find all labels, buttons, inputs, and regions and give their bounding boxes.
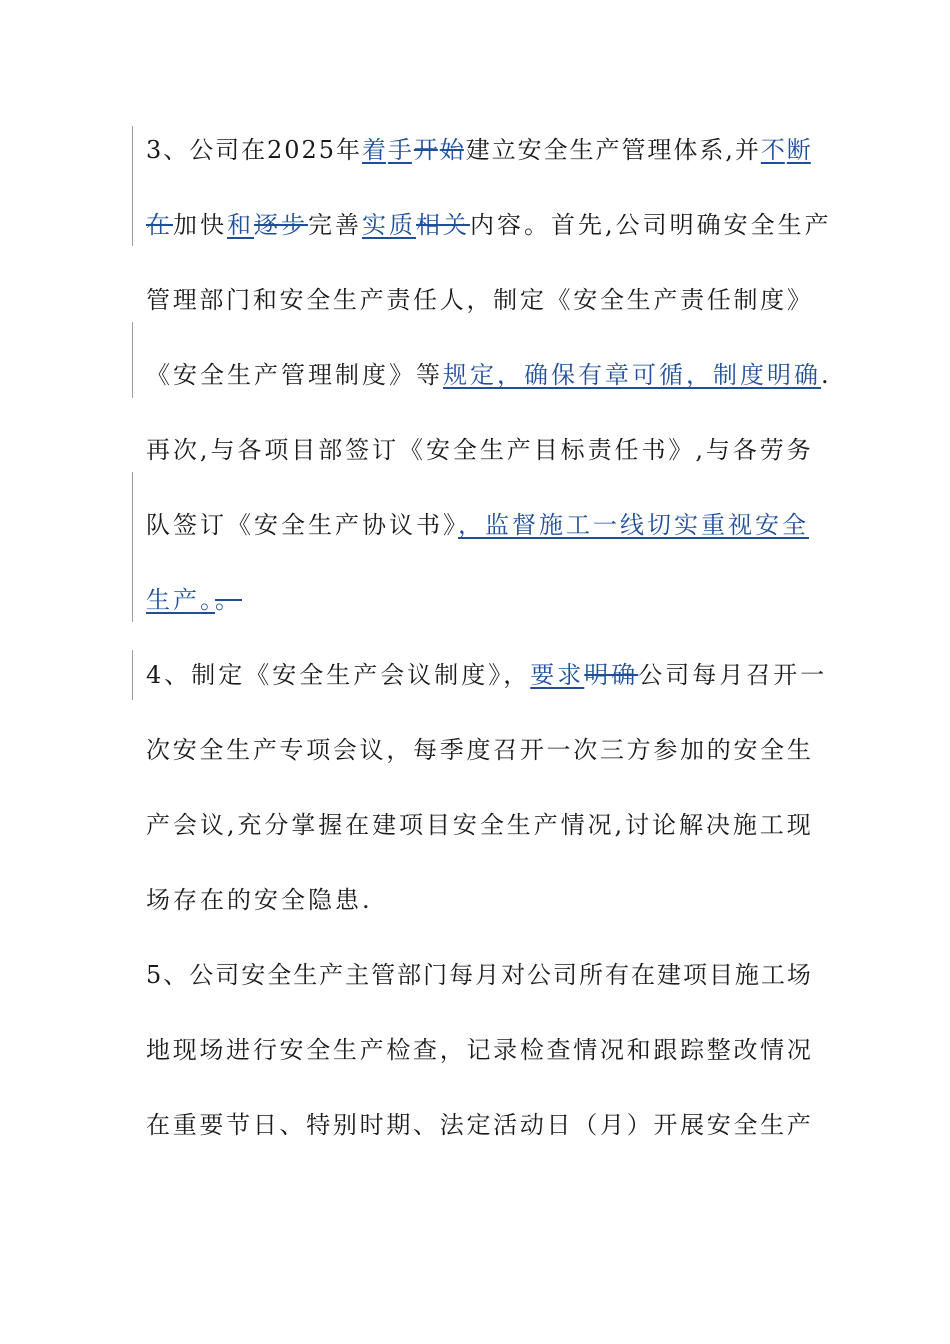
doc-line — [146, 580, 811, 620]
text-run: 行 — [252, 1036, 277, 1064]
text-run: 加快 — [173, 211, 227, 239]
text-run: 5 — [146, 961, 162, 989]
text-run: 生 — [332, 1036, 357, 1064]
text-run: 产 — [359, 286, 384, 314]
text-run: 并 — [734, 136, 759, 164]
text-run: 公 — [527, 961, 552, 989]
text-run: 会 — [332, 736, 357, 764]
text-run: 门 — [226, 286, 251, 314]
text-run: 部 — [318, 436, 343, 464]
text-run: 节 — [226, 1111, 251, 1139]
text-run: 各 — [237, 436, 262, 464]
text-run: 产 — [319, 961, 344, 989]
text-run: 生 — [760, 1111, 785, 1139]
text-run: 生 — [293, 961, 318, 989]
text-run: 生 — [569, 136, 594, 164]
text-run: 专 — [279, 736, 304, 764]
text-run: 制 — [493, 286, 518, 314]
text-run: 理 — [647, 136, 672, 164]
text-run: （ — [573, 1111, 598, 1139]
text-run: 产 — [533, 811, 558, 839]
text-run: 生 — [226, 736, 251, 764]
inserted-text: 着 — [361, 136, 386, 164]
text-run: 目 — [425, 811, 450, 839]
text-run: 在 — [146, 1111, 170, 1139]
text-run: 2 — [301, 136, 317, 164]
text-run: 责 — [680, 286, 705, 314]
text-run: 任 — [614, 436, 639, 464]
text-run: 《安全生产管理制度》等 — [146, 361, 443, 389]
text-run: 次 — [172, 436, 197, 464]
text-run: 产 — [786, 1111, 811, 1139]
text-run: 情 — [760, 1036, 785, 1064]
text-run: 跟 — [653, 1036, 678, 1064]
text-run: 《 — [546, 286, 571, 314]
text-run: 项 — [682, 961, 707, 989]
text-run: 0 — [284, 136, 300, 164]
text-run: 工 — [760, 961, 785, 989]
text-run: 年 — [335, 136, 360, 164]
doc-line — [146, 505, 811, 545]
text-run: 会 — [172, 811, 197, 839]
text-run: 掌 — [291, 811, 316, 839]
text-run: 全 — [452, 436, 477, 464]
text-run: 立 — [491, 136, 516, 164]
text-run: 充 — [237, 811, 262, 839]
text-run: 部 — [397, 961, 422, 989]
text-run: ， — [386, 736, 411, 764]
text-run: 议 — [199, 811, 224, 839]
text-run: 在 — [241, 136, 266, 164]
text-run: 项 — [264, 436, 289, 464]
text-run: 次 — [146, 736, 170, 764]
deleted-text: 逐步 — [254, 211, 308, 239]
text-run: 任 — [706, 286, 731, 314]
text-run: 安 — [279, 286, 304, 314]
text-run: 法 — [439, 1111, 464, 1139]
text-run: 再 — [146, 436, 170, 464]
text-run: , — [725, 136, 733, 164]
text-run: 责 — [386, 286, 411, 314]
text-run: 2 — [267, 136, 283, 164]
text-run: 体 — [673, 136, 698, 164]
text-run: 》 — [668, 436, 693, 464]
text-run: 活 — [493, 1111, 518, 1139]
text-run: 目 — [708, 961, 733, 989]
text-run: 全 — [543, 136, 568, 164]
deleted-text: 在 — [146, 211, 173, 239]
text-run: 别 — [332, 1111, 357, 1139]
text-run: 安 — [706, 1111, 731, 1139]
text-run: ） — [626, 1111, 651, 1139]
text-run: 日 — [546, 1111, 571, 1139]
text-run: 录 — [493, 1036, 518, 1064]
doc-line — [146, 280, 811, 320]
text-run: 在 — [345, 811, 370, 839]
doc-line — [146, 355, 832, 395]
text-run: 时 — [359, 1111, 384, 1139]
text-run: 踪 — [680, 1036, 705, 1064]
text-run: 司 — [553, 961, 578, 989]
text-run: 地 — [146, 1036, 170, 1064]
text-run: 公司每月召开一 — [638, 661, 828, 689]
text-run: 公 — [189, 136, 214, 164]
deleted-text: 明确 — [584, 661, 639, 689]
doc-line — [146, 805, 811, 845]
inserted-text: 生产。 — [146, 586, 215, 614]
doc-line — [146, 955, 811, 995]
text-run: 决 — [705, 811, 730, 839]
deleted-text: 开 — [413, 136, 438, 164]
text-run: 生 — [479, 436, 504, 464]
text-run: 议 — [359, 736, 384, 764]
text-run: 场 — [786, 961, 811, 989]
text-run: 产 — [359, 1036, 384, 1064]
doc-line — [146, 880, 811, 920]
text-run: 安 — [172, 736, 197, 764]
text-run: 三 — [599, 736, 624, 764]
text-run: 要 — [199, 1111, 224, 1139]
text-run: 5 — [318, 136, 335, 164]
text-run: 各 — [732, 436, 757, 464]
text-run: 建 — [372, 811, 397, 839]
text-run: 一 — [546, 736, 571, 764]
doc-line — [146, 1105, 811, 1145]
text-run: 全 — [306, 1036, 331, 1064]
text-run: 书 — [641, 436, 666, 464]
text-run: 安 — [452, 811, 477, 839]
text-run: 况 — [599, 1036, 624, 1064]
inserted-text: 手 — [387, 136, 412, 164]
text-run: 劳 — [759, 436, 784, 464]
text-run: 施 — [732, 811, 757, 839]
text-run: 情 — [560, 811, 585, 839]
text-run: 订 — [372, 436, 397, 464]
text-run: 的 — [706, 736, 731, 764]
text-run: 解 — [678, 811, 703, 839]
text-run: 产 — [506, 436, 531, 464]
text-run: 标 — [560, 436, 585, 464]
text-run: 分 — [264, 811, 289, 839]
text-run: 安 — [733, 736, 758, 764]
text-run: 施 — [734, 961, 759, 989]
text-run: 、 — [163, 136, 188, 164]
text-run: 生 — [786, 736, 811, 764]
doc-line — [146, 730, 811, 770]
text-run: , — [226, 811, 235, 839]
text-run: 情 — [573, 1036, 598, 1064]
text-run: 、 — [163, 961, 188, 989]
text-run: 产 — [252, 736, 277, 764]
text-run: 方 — [626, 736, 651, 764]
doc-line — [146, 205, 832, 245]
text-run: 安 — [573, 286, 598, 314]
text-run: 、 — [279, 1111, 304, 1139]
text-run: 生 — [332, 286, 357, 314]
text-run: 工 — [759, 811, 784, 839]
text-run: 产 — [653, 286, 678, 314]
inserted-text: 要求 — [530, 661, 585, 689]
text-run: 开 — [519, 736, 544, 764]
text-run: 安 — [279, 1036, 304, 1064]
text-run: , — [614, 811, 623, 839]
text-run: 现 — [172, 1036, 197, 1064]
text-run: 产 — [595, 136, 620, 164]
text-run: 日 — [252, 1111, 277, 1139]
text-run: 管 — [371, 961, 396, 989]
inserted-text: 实质 — [362, 211, 416, 239]
text-run: 理 — [172, 286, 197, 314]
text-run: 开 — [653, 1111, 678, 1139]
text-run: 全 — [599, 286, 624, 314]
text-run: 门 — [423, 961, 448, 989]
text-run: 全 — [760, 736, 785, 764]
text-run: 与 — [210, 436, 235, 464]
text-run: 3 — [146, 136, 162, 164]
text-run: 项 — [399, 811, 424, 839]
inserted-text: ，监督施工一线切实重视安全 — [458, 511, 809, 539]
text-run: 月 — [599, 1111, 624, 1139]
text-run: 全 — [306, 286, 331, 314]
inserted-text: 和 — [227, 211, 254, 239]
doc-line — [146, 430, 811, 470]
text-run: 和 — [252, 286, 277, 314]
text-run: 对 — [501, 961, 526, 989]
text-run: 生 — [626, 286, 651, 314]
text-run: 重 — [172, 1111, 197, 1139]
text-run: 定 — [466, 1111, 491, 1139]
text-run: 司 — [215, 136, 240, 164]
text-run: 责 — [587, 436, 612, 464]
text-run: ， — [466, 286, 491, 314]
text-run: 加 — [680, 736, 705, 764]
text-run: 有 — [605, 961, 629, 989]
inserted-text: 规定，确保有章可循，制度明确 — [443, 361, 821, 389]
text-run: 系 — [699, 136, 724, 164]
text-run: 全 — [733, 1111, 758, 1139]
text-run: 主 — [345, 961, 370, 989]
text-run: 讨 — [625, 811, 650, 839]
text-run: 记 — [466, 1036, 491, 1064]
deleted-text: 始 — [439, 136, 464, 164]
text-run: 和 — [626, 1036, 651, 1064]
deleted-text: 相关 — [416, 211, 470, 239]
text-run: . — [821, 361, 832, 389]
text-run: 安 — [241, 961, 266, 989]
text-run: 人 — [439, 286, 464, 314]
text-run: 况 — [587, 811, 612, 839]
text-run: 全 — [199, 736, 224, 764]
text-run: 建 — [465, 136, 490, 164]
text-run: 全 — [267, 961, 292, 989]
text-run: 检 — [386, 1036, 411, 1064]
text-run: 改 — [733, 1036, 758, 1064]
text-run: 在 — [630, 961, 655, 989]
text-run: 场存在的安全隐患. — [146, 886, 373, 914]
text-run: 场 — [199, 1036, 224, 1064]
text-run: 查 — [546, 1036, 571, 1064]
text-run: 季 — [439, 736, 464, 764]
text-run: 内容。首先,公司明确安全生产 — [470, 211, 832, 239]
text-run: 目 — [533, 436, 558, 464]
text-run: 展 — [680, 1111, 705, 1139]
doc-line — [146, 1030, 811, 1070]
text-run: 安 — [517, 136, 542, 164]
text-run: 建 — [656, 961, 681, 989]
text-run: 《 — [399, 436, 424, 464]
text-run: 任 — [413, 286, 438, 314]
text-run: 目 — [291, 436, 316, 464]
text-run: 管 — [621, 136, 646, 164]
text-run: 全 — [479, 811, 504, 839]
text-run: 签 — [345, 436, 370, 464]
text-run: 完善 — [308, 211, 362, 239]
text-run: 查 — [413, 1036, 438, 1064]
change-bar — [132, 126, 133, 246]
text-run: 整 — [706, 1036, 731, 1064]
change-bar — [132, 472, 133, 622]
text-run: 论 — [652, 811, 677, 839]
text-run: 管 — [146, 286, 170, 314]
text-run: 特 — [306, 1111, 331, 1139]
text-run: 期 — [386, 1111, 411, 1139]
doc-line — [146, 130, 811, 170]
text-run: 次 — [573, 736, 598, 764]
text-run: 4、制定《安全生产会议制度》， — [146, 661, 531, 689]
text-run: 、 — [413, 1111, 438, 1139]
text-run: 》 — [786, 286, 811, 314]
text-run: 公 — [189, 961, 214, 989]
text-run: 与 — [705, 436, 730, 464]
inserted-text: 断 — [786, 136, 811, 164]
text-run: , — [199, 436, 208, 464]
text-run: 产 — [146, 811, 170, 839]
text-run: , — [695, 436, 703, 464]
text-run: 动 — [519, 1111, 544, 1139]
text-run: 进 — [226, 1036, 251, 1064]
text-run: 所 — [579, 961, 604, 989]
text-run: 现 — [786, 811, 811, 839]
doc-line — [146, 655, 828, 695]
text-run: 度 — [760, 286, 785, 314]
text-run: 安 — [425, 436, 450, 464]
text-run: 参 — [653, 736, 678, 764]
text-run: 务 — [786, 436, 811, 464]
text-run: 度 — [466, 736, 491, 764]
text-run: 制 — [733, 286, 758, 314]
change-bar — [132, 650, 133, 700]
text-run: 况 — [786, 1036, 811, 1064]
text-run: 生 — [506, 811, 531, 839]
text-run: ， — [439, 1036, 464, 1064]
text-run: 部 — [199, 286, 224, 314]
text-run: 定 — [519, 286, 544, 314]
text-run: 握 — [318, 811, 343, 839]
text-run: 月 — [475, 961, 500, 989]
inserted-text: 不 — [760, 136, 785, 164]
text-run: 检 — [519, 1036, 544, 1064]
text-run: 司 — [215, 961, 240, 989]
deleted-text: 。 — [215, 586, 242, 614]
change-bar — [132, 322, 133, 398]
text-run: 每 — [413, 736, 438, 764]
text-run: 项 — [306, 736, 331, 764]
text-run: 每 — [449, 961, 474, 989]
text-run: 队签订《安全生产协议书》 — [146, 511, 458, 539]
text-run: 召 — [493, 736, 518, 764]
